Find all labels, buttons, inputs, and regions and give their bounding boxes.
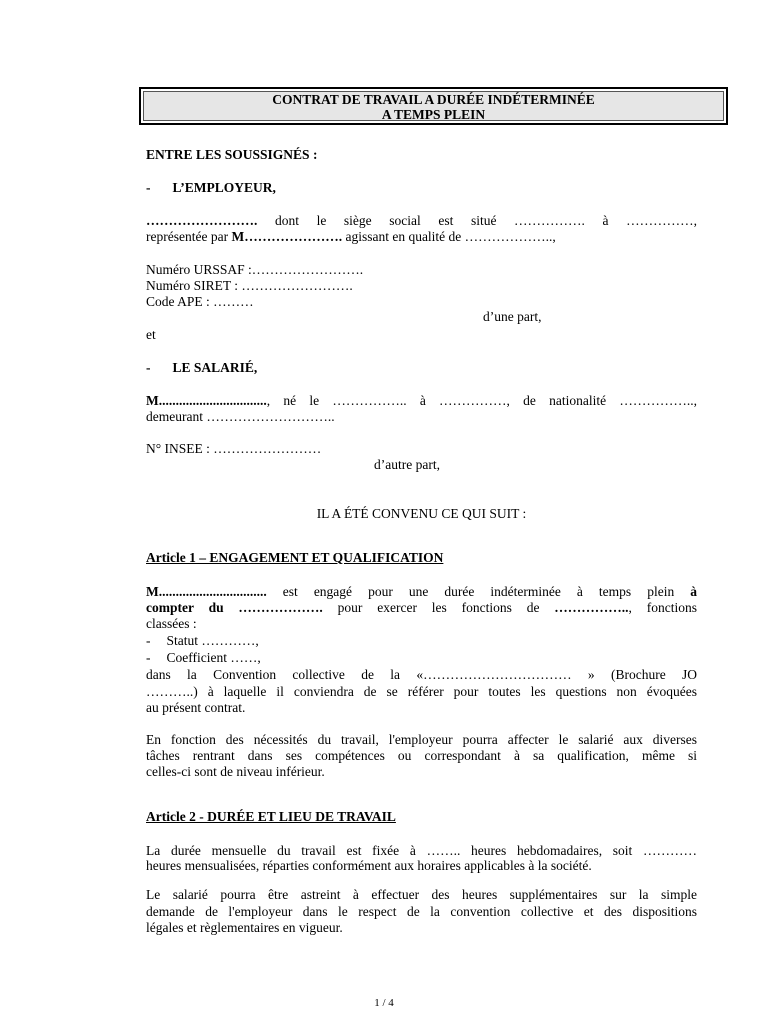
employee-line-1: [146, 392, 697, 409]
represented-by-text: représentée par: [146, 229, 232, 244]
employer-name-blank: …………………….: [146, 213, 258, 228]
contract-title-line1: CONTRAT DE TRAVAIL A DURÉE INDÉTERMINÉE: [272, 92, 595, 107]
function-blank: ……………..: [554, 600, 629, 615]
employer-label: L’EMPLOYEUR,: [172, 180, 276, 195]
bullet: -: [146, 650, 151, 665]
bullet: -: [146, 360, 151, 375]
agreed-heading: IL A ÉTÉ CONVENU CE QUI SUIT :: [316, 506, 527, 521]
article-1-line-2: [146, 599, 697, 616]
article-2-para-2-line-1: Le salarié pourra être astreint à effectuer des heures supplémentaires sur la simple: [146, 887, 697, 902]
employer-line-2: [146, 228, 697, 245]
employee-label-line: [146, 359, 697, 376]
article-1-line-1: [146, 583, 697, 600]
page-number: 1 / 4: [374, 997, 394, 1009]
article-1-line-6: dans la Convention collective de la «…………………………… » (Brochure JO: [146, 667, 697, 682]
article-1-text-bold: à: [690, 584, 697, 599]
employee-address: demeurant ………………………..: [146, 409, 335, 424]
article-2-line-2: heures mensualisées, réparties conformément aux horaires applicables à la société.: [146, 858, 592, 873]
parties-heading: ENTRE LES SOUSSIGNÉS :: [146, 147, 318, 162]
article-1-text: est engagé pour une durée indéterminée à temps plein: [266, 584, 691, 599]
start-date-blank: compter du ……………….: [146, 600, 323, 615]
employer-seat: dont le siège social est situé ……………. à ……………,: [257, 213, 697, 228]
representative-blank: M………………….: [231, 229, 343, 244]
employee-name-blank: M................................: [146, 584, 267, 599]
article-1-line-8: au présent contrat.: [146, 700, 246, 715]
employer-label-line: [146, 179, 697, 196]
capacity-text: agissant en qualité de ………………..,: [342, 229, 556, 244]
employer-line-1: [146, 212, 697, 229]
article-1-line-7: ………..) à laquelle il conviendra de se référer pour toutes les questions non évoquées: [146, 684, 697, 699]
urssaf-number: Numéro URSSAF :…………………….: [146, 262, 364, 277]
article-2-para-2-line-3: légales et règlementaires en vigueur.: [146, 920, 343, 935]
statut-blank: Statut …………,: [166, 633, 259, 648]
article-2-heading: Article 2 - DURÉE ET LIEU DE TRAVAIL: [146, 809, 396, 824]
statut-line: [146, 632, 697, 649]
employee-label: LE SALARIÉ,: [172, 360, 258, 375]
article-2-line-1: La durée mensuelle du travail est fixée à …….. heures hebdomadaires, soit …………: [146, 843, 697, 858]
article-1-heading: Article 1 – ENGAGEMENT ET QUALIFICATION: [146, 550, 444, 565]
employee-name-blank: M................................: [146, 393, 267, 408]
bullet: -: [146, 633, 151, 648]
coefficient-blank: Coefficient ……,: [166, 650, 261, 665]
employee-birth-info: , né le …………….. à ……………, de nationalité ……………..,: [266, 393, 697, 408]
contract-title-box: [139, 87, 728, 125]
article-1-para-2-line-1: En fonction des nécessités du travail, l'employeur pourra affecter le salarié aux diverses: [146, 732, 697, 747]
article-1-line-3: classées :: [146, 616, 197, 631]
one-part-text: d’une part,: [483, 309, 542, 324]
article-2-para-2-line-2: demande de l'employeur dans le respect de la convention collective et des dispositions: [146, 904, 697, 919]
article-1-para-2-line-3: celles-ci sont de niveau inférieur.: [146, 764, 325, 779]
contract-title-line2: A TEMPS PLEIN: [381, 107, 486, 122]
and-text: et: [146, 327, 156, 342]
article-1-para-2-line-2: tâches rentrant dans ses compétences ou correspondant à sa qualification, même si: [146, 748, 697, 763]
siret-number: Numéro SIRET : …………………….: [146, 278, 353, 293]
ape-code: Code APE : ………: [146, 294, 254, 309]
other-part-text: d’autre part,: [374, 457, 440, 472]
article-1-text: pour exercer les fonctions de: [322, 600, 555, 615]
bullet: -: [146, 180, 151, 195]
coefficient-line: [146, 649, 697, 666]
insee-number: N° INSEE : ……………………: [146, 441, 322, 456]
article-1-text: , fonctions: [628, 600, 698, 615]
